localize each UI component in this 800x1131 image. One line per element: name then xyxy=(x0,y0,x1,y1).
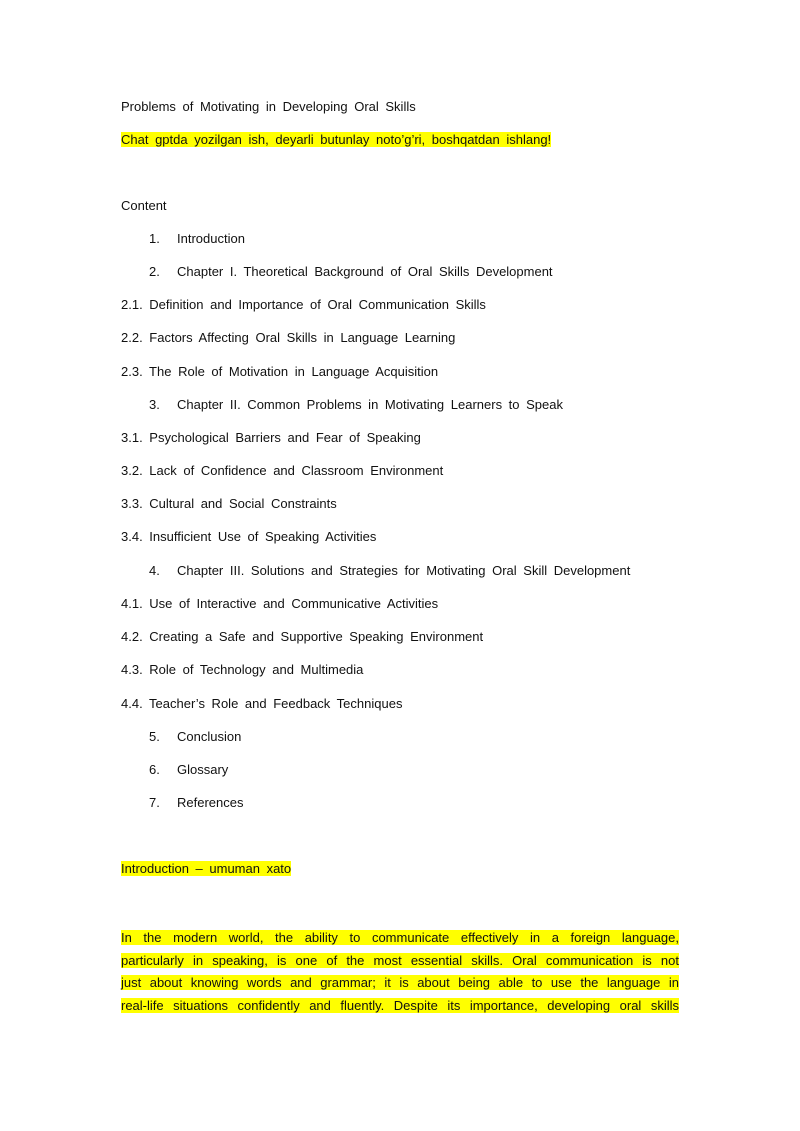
toc-subitem: 2.1. Definition and Importance of Oral Communication Skills xyxy=(121,297,486,312)
toc-item xyxy=(149,231,245,247)
paragraph-line-text: just about knowing words and grammar; it is about being able to use the language in xyxy=(121,975,679,990)
toc-subitem: 4.4. Teacher’s Role and Feedback Techniques xyxy=(121,696,403,711)
toc-label: Chapter I. Theoretical Background of Oral Skills Development xyxy=(177,264,553,279)
paragraph-line xyxy=(121,995,679,1018)
content-heading: Content xyxy=(121,198,167,213)
toc-number: 3. xyxy=(149,397,160,412)
toc-subitem: 4.2. Creating a Safe and Supportive Speaking Environment xyxy=(121,629,484,644)
paragraph-line-text: particularly in speaking, is one of the most essential skills. Oral communication is not xyxy=(121,952,679,968)
toc-number: 6. xyxy=(149,762,160,777)
toc-subitem: 2.2. Factors Affecting Oral Skills in Language Learning xyxy=(121,330,456,345)
toc-number: 4. xyxy=(149,563,160,578)
toc-subitem: 3.1. Psychological Barriers and Fear of Speaking xyxy=(121,430,421,445)
paragraph-line xyxy=(121,950,679,973)
toc-item xyxy=(149,264,553,280)
intro-heading xyxy=(121,861,291,877)
reviewer-note xyxy=(121,132,551,148)
toc-number: 2. xyxy=(149,264,160,279)
toc-subitem: 3.3. Cultural and Social Constraints xyxy=(121,496,337,511)
paragraph-line-text: In the modern world, the ability to communicate effectively in a foreign language, xyxy=(121,930,679,945)
toc-number: 7. xyxy=(149,795,160,810)
toc-item xyxy=(149,762,228,778)
toc-label: Chapter III. Solutions and Strategies for Motivating Oral Skill Development xyxy=(177,563,631,578)
toc-subitem: 3.2. Lack of Confidence and Classroom Environment xyxy=(121,463,444,478)
toc-label: Conclusion xyxy=(177,729,242,744)
toc-label: Glossary xyxy=(177,762,229,777)
toc-subitem: 4.1. Use of Interactive and Communicative Activities xyxy=(121,596,439,611)
toc-label: Chapter II. Common Problems in Motivating Learners to Speak xyxy=(177,397,564,412)
toc-label: References xyxy=(177,795,244,810)
toc-number: 1. xyxy=(149,231,160,246)
intro-heading-text: Introduction – umuman xato xyxy=(121,861,292,876)
toc-subitem: 2.3. The Role of Motivation in Language Acquisition xyxy=(121,364,439,379)
toc-item xyxy=(149,795,243,811)
intro-paragraph xyxy=(121,927,679,1017)
paragraph-line xyxy=(121,972,679,995)
toc-item xyxy=(149,729,241,745)
paragraph-line-text: real-life situations confidently and fluently. Despite its importance, developing oral skills xyxy=(121,997,679,1013)
toc-item xyxy=(149,563,630,579)
toc-subitem: 3.4. Insufficient Use of Speaking Activities xyxy=(121,529,377,544)
toc-subitem: 4.3. Role of Technology and Multimedia xyxy=(121,662,364,677)
toc-item xyxy=(149,397,563,413)
toc-label: Introduction xyxy=(177,231,245,246)
reviewer-note-text: Chat gptda yozilgan ish, deyarli butunlay noto’g’ri, boshqatdan ishlang! xyxy=(121,132,552,147)
document-title: Problems of Motivating in Developing Oral Skills xyxy=(121,99,416,114)
paragraph-line xyxy=(121,927,679,950)
toc-number: 5. xyxy=(149,729,160,744)
